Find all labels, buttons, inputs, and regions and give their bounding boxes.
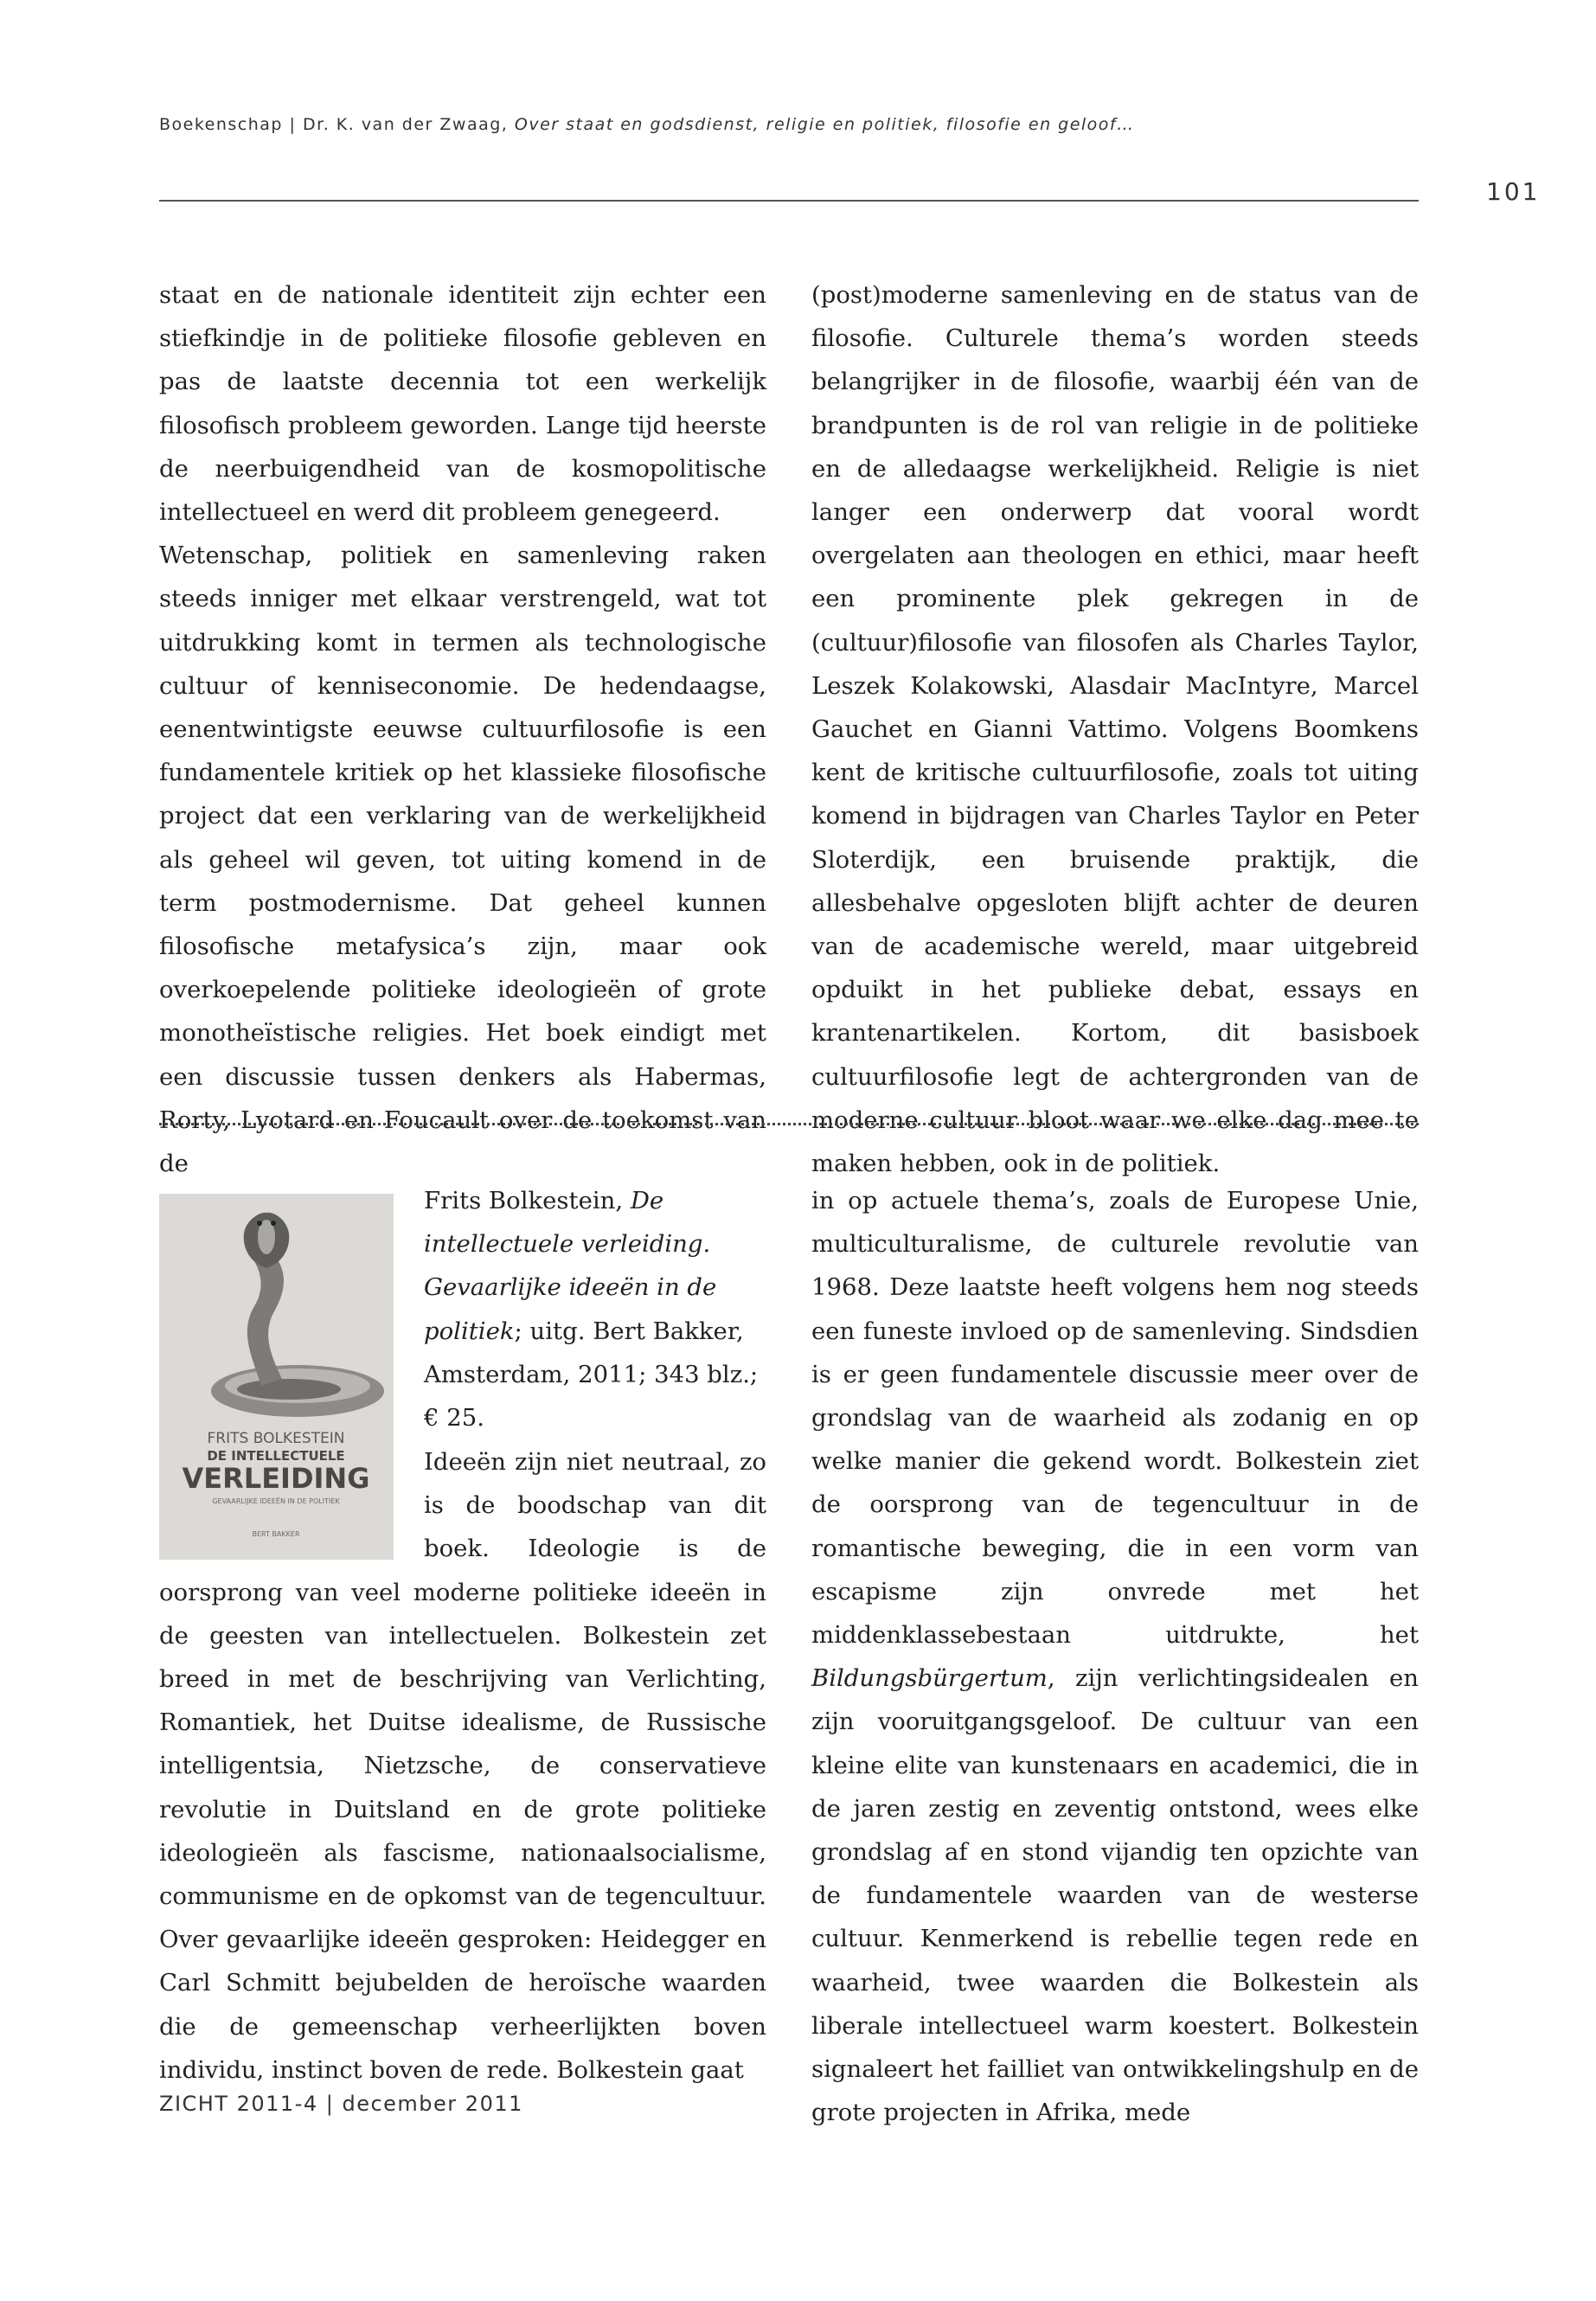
paragraph: Wetenschap, politiek en samenleving raken steeds inniger met elkaar verstrengeld, wat tot uitdrukking komt in termen als technologische cultuur of kenniseconomie. De hedendaagse, eenentwintigste eeuwse cultuurfilosofie is een fundamentele kritiek op het klassieke filosofische project dat een verklaring van de werkelijkheid als geheel wil geven, tot uiting komend in de term postmodernisme. Dat geheel kunnen filosofische metafysica’s zijn, maar ook overkoepelende politieke ideologieën of grote monotheïstische religies. Het boek eindigt met een discussie tussen denkers als Habermas, Rorty, Lyotard en Foucault over de toekomst van de [159, 542, 766, 1178]
header-rule [159, 200, 1419, 202]
cover-title-line2: VERLEIDING [182, 1462, 370, 1495]
cover-author: FRITS BOLKESTEIN [207, 1430, 345, 1447]
cover-publisher: BERT BAKKER [252, 1530, 300, 1538]
paragraph: staat en de nationale identiteit zijn echter een stiefkindje in de politieke filosofie gebleven en pas de laatste decennia tot een werkelijk filosofisch probleem geworden. Lange tijd heerste de neerbuigendheid van de kosmopolitische intellectueel en werd dit probleem genegeerd. [159, 281, 766, 527]
top-right-column [811, 273, 1419, 1185]
header-author: Dr. K. van der Zwaag, [303, 115, 509, 134]
paragraph: (post)moderne samenleving en de status van de filosofie. Culturele thema’s worden steeds belangrijker in de filosofie, waarbij één van de brandpunten is de rol van religie in de politieke en de alledaagse werkelijkheid. Religie is niet langer een onderwerp dat vooral wordt overgelaten aan theologen en ethici, maar heeft een prominente plek gekregen in de (cultuur)filosofie van filosofen als Charles Taylor, Leszek Kolakowski, Alasdair MacIntyre, Marcel Gauchet en Gianni Vattimo. Volgens Boomkens kent de kritische cultuurfilosofie, zoals tot uiting komend in bijdragen van Charles Taylor en Peter Sloterdijk, een bruisende praktijk, die allesbehalve opgesloten blijft achter de deuren van de academische wereld, maar uitgebreid opduikt in het publieke debat, essays en krantenartikelen. Kortom, dit basisboek cultuurfilosofie legt de achtergronden van de moderne cultuur bloot waar we elke dag mee te maken hebben, ook in de politiek. [811, 281, 1419, 1178]
citation-publisher-info: ; uitg. Bert Bakker, Amsterdam, 2011; 343 blz.; € 25. [424, 1317, 759, 1433]
bottom-left-column [159, 1440, 766, 2092]
text-run: in op actuele thema’s, zoals de Europese Unie, multiculturalisme, de culturele revolutie van 1968. Deze laatste heeft volgens hem nog steeds een funeste invloed op de samenleving. Sindsdien is er geen fundamentele discussie meer over de grondslag van de waarheid als zodanig en op welke manier die gekend wordt. Bolkestein ziet de oorsprong van de tegencultuur in de romantische beweging, die in een vorm van escapisme zijn onvrede met het middenklassebestaan uitdrukte, het [811, 1187, 1419, 1650]
top-left-column [159, 273, 766, 1185]
paragraph [811, 1179, 1419, 2134]
cover-title-line1: DE INTELLECTUELE [207, 1448, 345, 1464]
bottom-right-column [811, 1179, 1419, 2134]
section-divider [159, 1123, 1419, 1125]
header-separator: | [289, 115, 297, 134]
text-run: , zijn verlichtingsidealen en zijn vooruitgangsgeloof. De cultuur van een kleine elite van kunstenaars en academici, die in de jaren zestig en zeventig ontstond, wees elke grondslag af en stond vijandig ten opzichte van de fundamentele waarden van de westerse cultuur. Kenmerkend is rebellie tegen rede en waarheid, twee waarden die Bolkestein als liberale intellectueel warm koestert. Bolkestein signaleert het failliet van ontwikkelingshulp en de grote projecten in Afrika, mede [811, 1664, 1419, 2127]
book-citation [424, 1179, 770, 1439]
cover-subtitle: GEVAARLIJKE IDEEËN IN DE POLITIEK [212, 1497, 340, 1505]
citation-book-title: De intellectuele verleiding. Gevaarlijke ideeën in de politiek [424, 1187, 717, 1345]
section-name: Boekenschap [159, 115, 283, 134]
paragraph: Ideeën zijn niet neutraal, zo is de boodschap van dit boek. Ideologie is de oorsprong van veel moderne politieke ideeën in de geesten van intellectuelen. Bolkestein zet breed in met de beschrijving van Verlichting, Romantiek, het Duitse idealisme, de Russische intelligentsia, Nietzsche, de conservatieve revolutie in Duitsland en de grote politieke ideologieën als fascisme, nationaalsocialisme, communisme en de opkomst van de tegencultuur. Over gevaarlijke ideeën gesproken: Heidegger en Carl Schmitt bejubelden de heroïsche waarden die de gemeenschap verheerlijkten boven individu, instinct boven de rede. Bolkestein gaat [159, 1448, 766, 2084]
running-head [159, 115, 1135, 134]
citation-author: Frits Bolkestein, [424, 1187, 624, 1215]
cover-float-spacer [159, 1440, 424, 1569]
footer: ZICHT 2011-4 | december 2011 [159, 2092, 523, 2116]
italic-term: Bildungsbürgertum [811, 1664, 1048, 1693]
page-number: 101 [1486, 177, 1541, 206]
header-title: Over staat en godsdienst, religie en politiek, filosofie en geloof… [514, 115, 1135, 134]
